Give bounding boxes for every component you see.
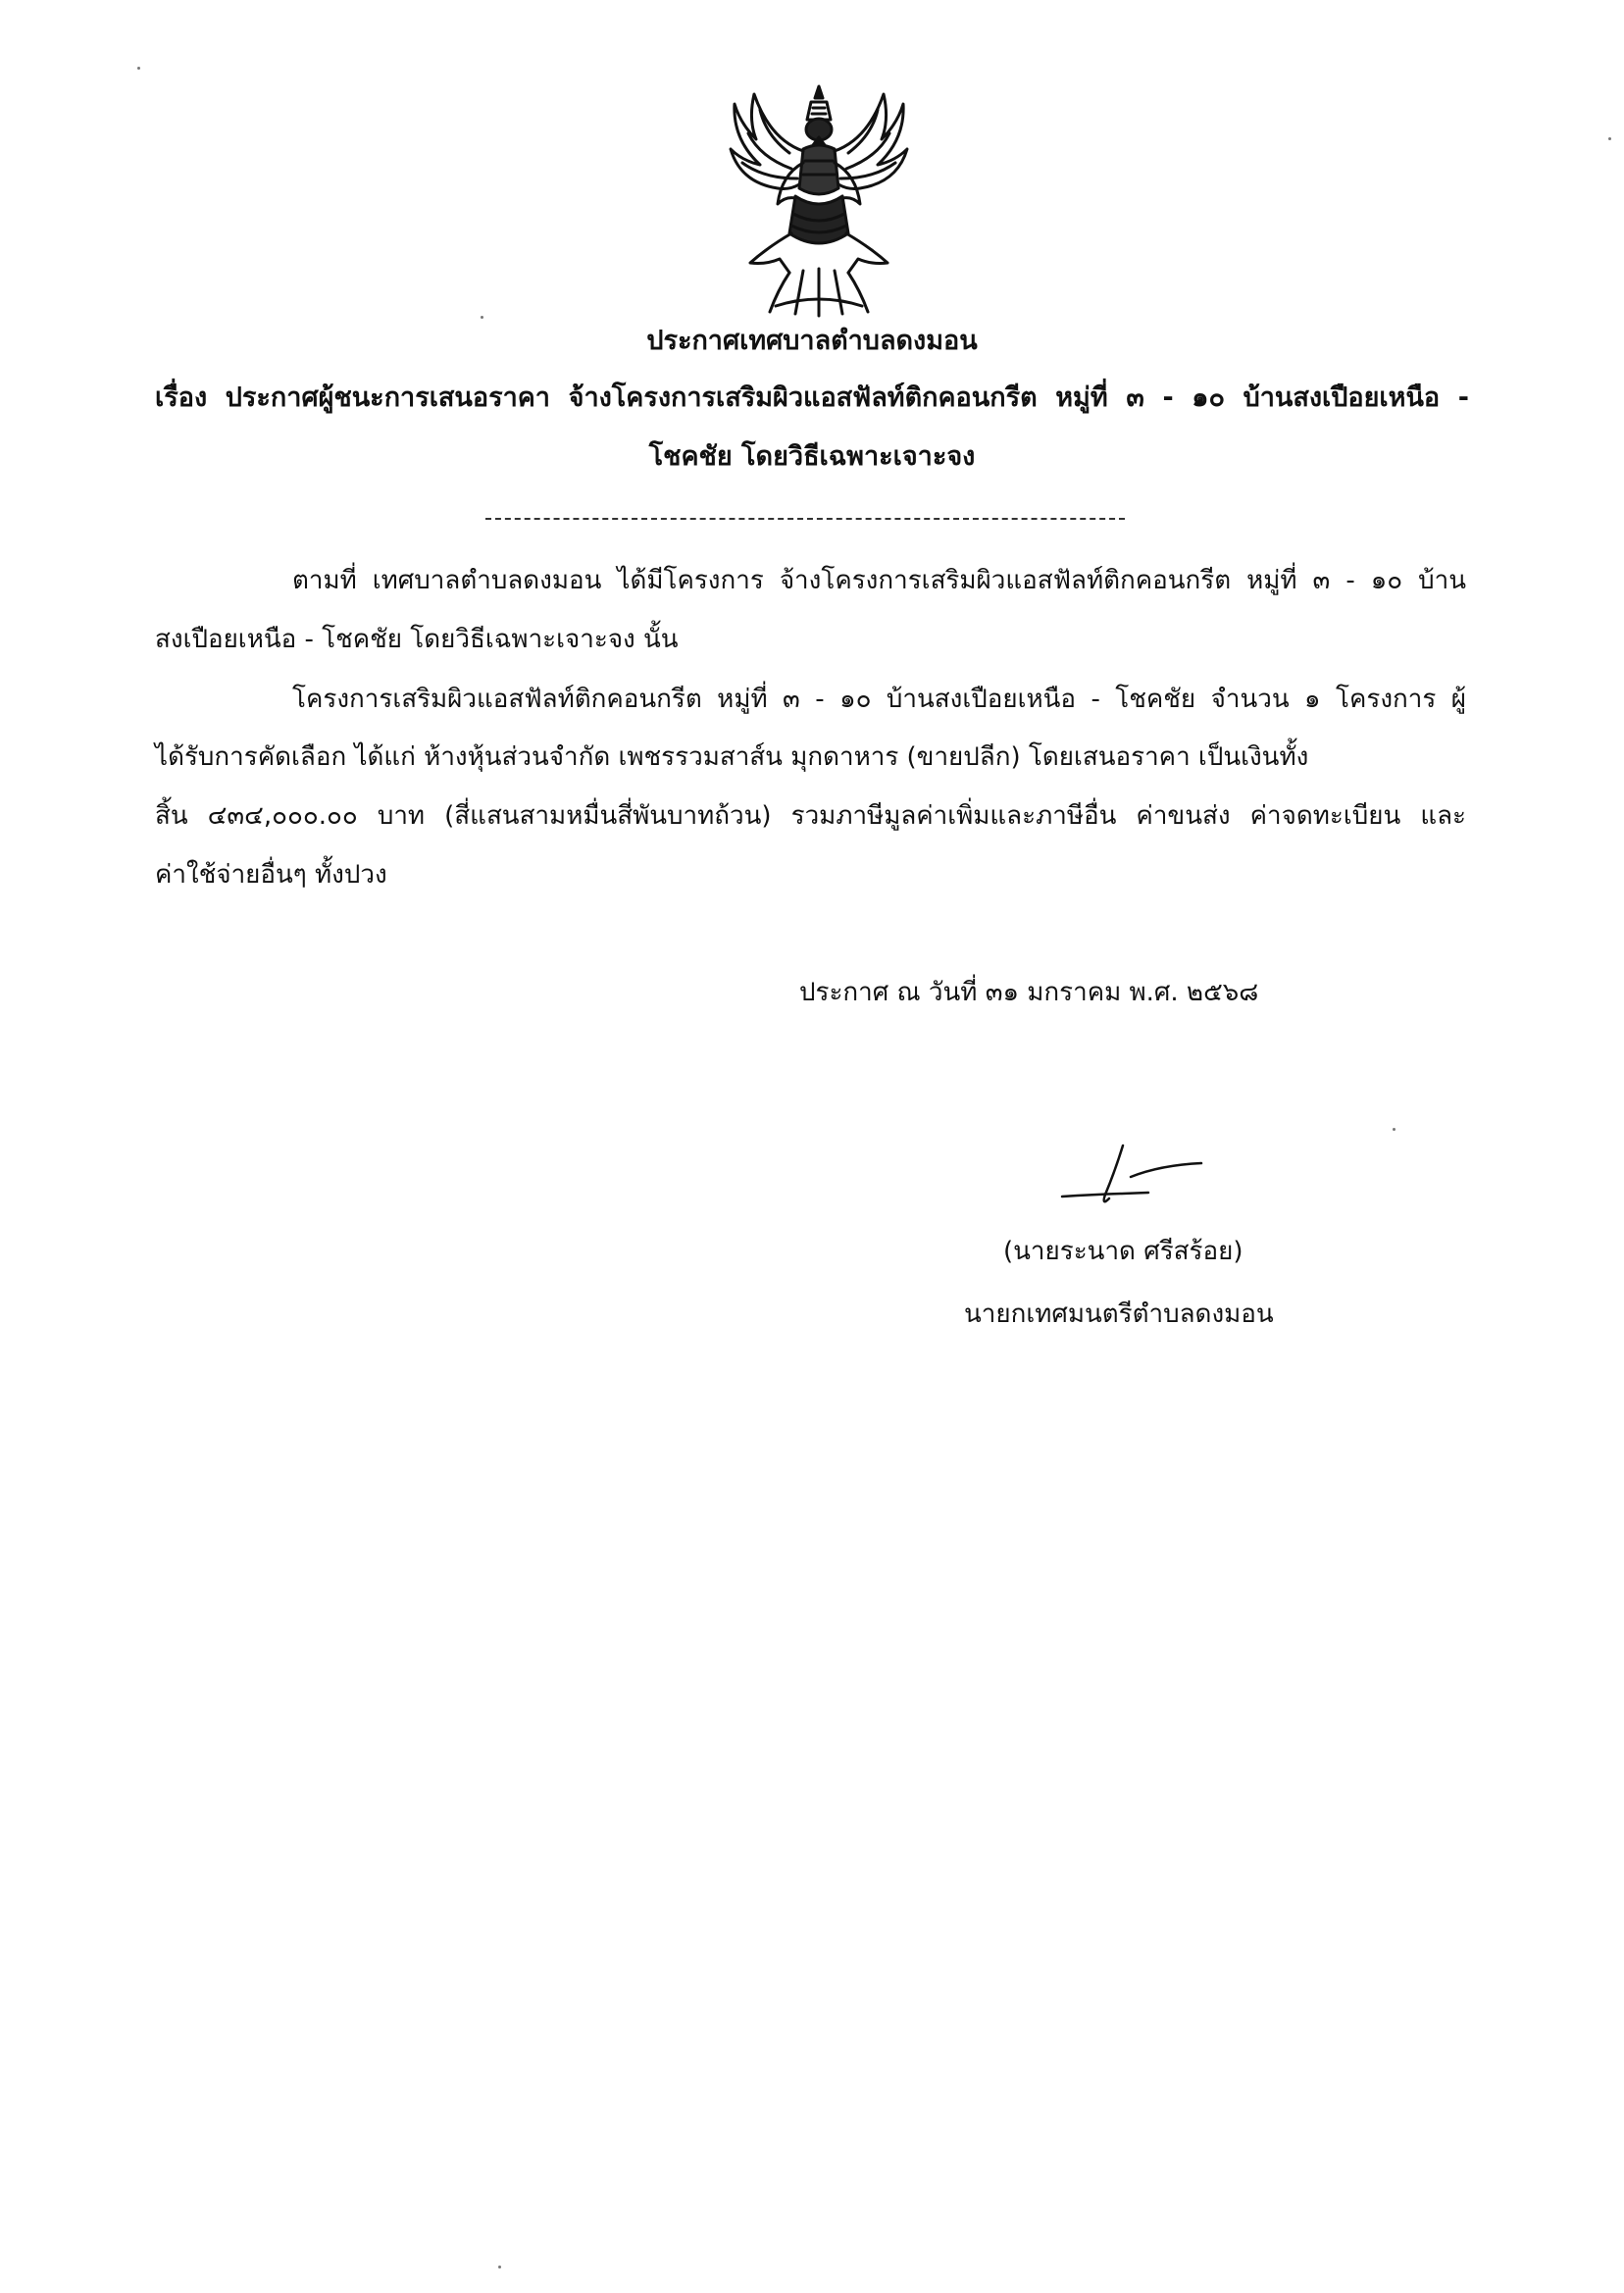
garuda-emblem-icon bbox=[721, 80, 917, 320]
scan-speck bbox=[1393, 1128, 1396, 1131]
paragraph-1-line-2: สงเปือยเหนือ - โชคชัย โดยวิธีเฉพาะเจาะจง นั้น bbox=[155, 625, 679, 654]
signature-mark-icon bbox=[1054, 1138, 1211, 1216]
signer-name: (นายระนาด ศรีสร้อย) bbox=[1003, 1237, 1243, 1266]
signer-position: นายกเทศมนตรีตำบลดงมอน bbox=[964, 1299, 1274, 1329]
paragraph-2-line-2: ได้รับการคัดเลือก ได้แก่ ห้างหุ้นส่วนจำกัด เพชรรวมสาส์น มุกดาหาร (ขายปลีก) โดยเสนอราคา เป็นเงินทั้ง bbox=[155, 742, 1309, 772]
scan-speck bbox=[481, 316, 483, 319]
subject-line: เรื่อง ประกาศผู้ชนะการเสนอราคา จ้างโครงการเสริมผิวแอสฟัลท์ติกคอนกรีต หมู่ที่ ๓ - ๑๐ บ้านสงเปือยเหนือ - bbox=[155, 382, 1469, 413]
scan-speck bbox=[1608, 137, 1611, 140]
paragraph-2-line-4: ค่าใช้จ่ายอื่นๆ ทั้งปวง bbox=[155, 860, 387, 890]
subject-line-continued: โชคชัย โดยวิธีเฉพาะเจาะจง bbox=[648, 441, 976, 472]
paragraph-2-line-1: โครงการเสริมผิวแอสฟัลท์ติกคอนกรีต หมู่ที่ ๓ - ๑๐ บ้านสงเปือยเหนือ - โชคชัย จำนวน ๑ โครงการ ผู้ bbox=[292, 685, 1466, 714]
scan-speck bbox=[137, 67, 140, 70]
dashed-divider bbox=[485, 518, 1125, 520]
document-title: ประกาศเทศบาลตำบลดงมอน bbox=[646, 326, 978, 356]
scan-speck bbox=[498, 2266, 501, 2268]
announcement-date: ประกาศ ณ วันที่ ๓๑ มกราคม พ.ศ. ๒๕๖๘ bbox=[799, 978, 1259, 1007]
paragraph-1-line-1: ตามที่ เทศบาลตำบลดงมอน ได้มีโครงการ จ้างโครงการเสริมผิวแอสฟัลท์ติกคอนกรีต หมู่ที่ ๓ - ๑๐ บ้าน bbox=[292, 566, 1466, 595]
paragraph-2-line-3: สิ้น ๔๓๔,๐๐๐.๐๐ บาท (สี่แสนสามหมื่นสี่พันบาทถ้วน) รวมภาษีมูลค่าเพิ่มและภาษีอื่น ค่าขนส่ง ค่าจดทะเบียน และ bbox=[155, 801, 1466, 831]
